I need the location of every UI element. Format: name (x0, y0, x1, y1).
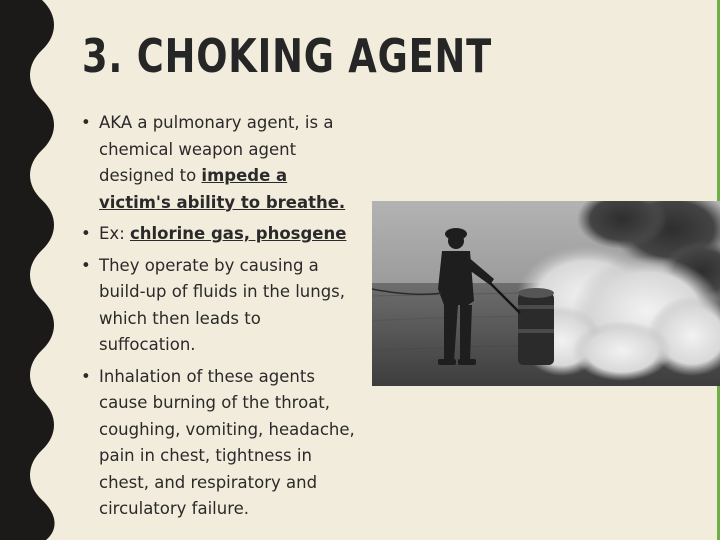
bullet-dot: • (81, 366, 91, 386)
bullet-item (80, 364, 360, 523)
soldier-gas-cloud-photo (372, 201, 720, 386)
bullet-text: AKA a pulmonary agent, is a chemical weapon agent designed to (99, 113, 334, 185)
bullet-highlight: chlorine gas, phosgene (130, 224, 347, 243)
bullet-text: Ex: (99, 224, 130, 243)
photo-illustration (372, 201, 720, 386)
bullet-item (80, 110, 360, 216)
wavy-left-border (0, 0, 64, 540)
bullet-dot: • (81, 255, 91, 275)
bullet-dot: • (81, 113, 91, 132)
bullet-text: They operate by causing a build-up of fluids in the lungs, which then leads to suffocation. (99, 255, 346, 354)
bullet-list (80, 110, 360, 528)
bullet-item (80, 253, 360, 359)
bullet-highlight: impede a victim's ability to breathe. (99, 166, 346, 212)
gas-canister (518, 288, 554, 365)
bullet-text: Inhalation of these agents cause burning of the throat, coughing, vomiting, headache, pain in chest, tightness in chest, and respiratory and circulatory failure. (99, 366, 355, 518)
bullet-item (80, 221, 360, 248)
bullet-dot: • (81, 224, 91, 243)
slide-title: 3. CHOKING AGENT (82, 29, 493, 83)
